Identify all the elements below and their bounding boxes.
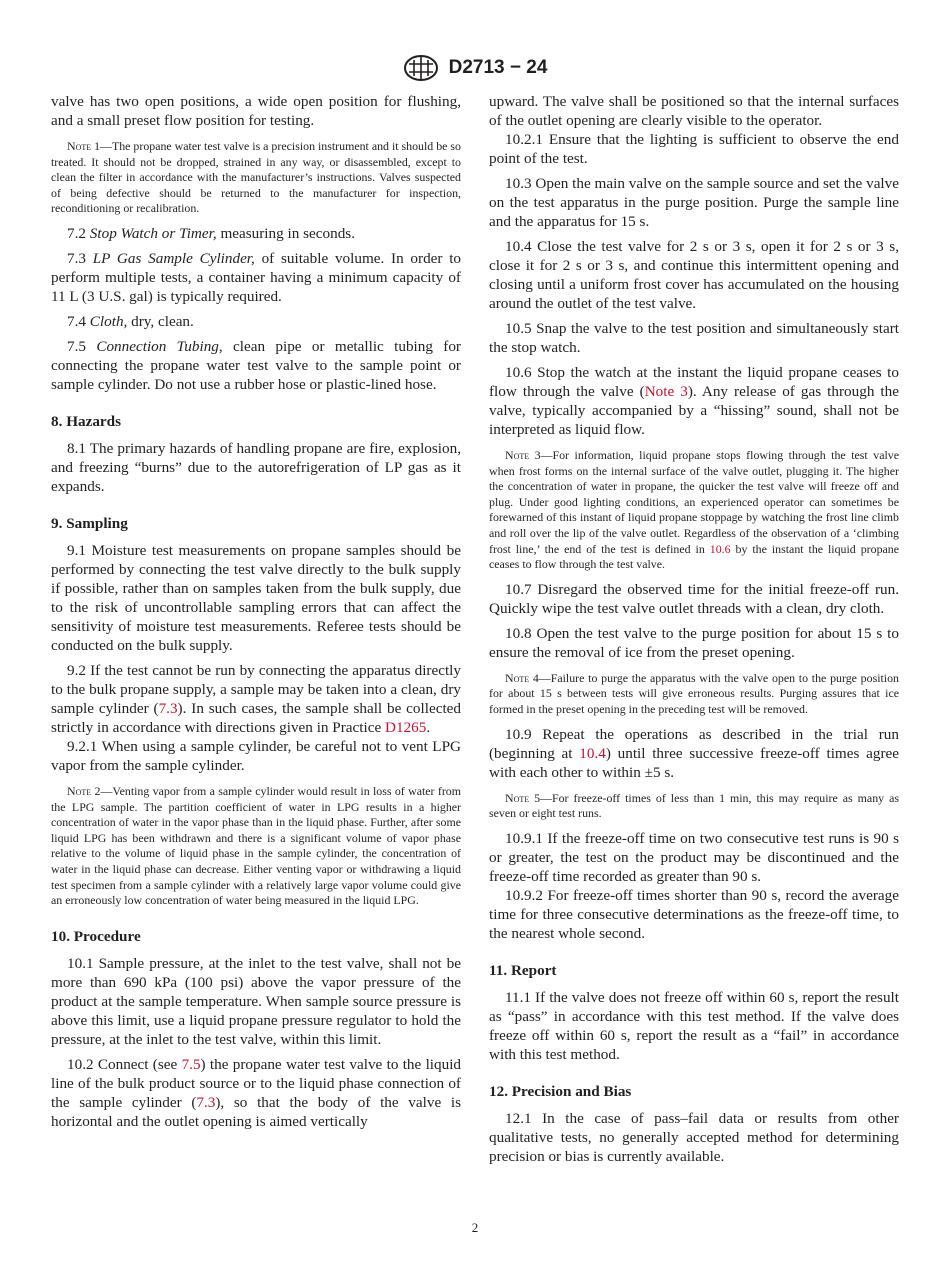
- link-7-5[interactable]: 7.5: [181, 1055, 201, 1073]
- paragraph-10-9-2: 10.9.2 For freeze-off times shorter than 90 s, record the average time for three consecutive determinations as the freeze-off time, to the nearest whole second.: [489, 886, 899, 942]
- paragraph-10-6: 10.6 Stop the watch at the instant the liquid propane ceases to flow through the valve (Note 3). Any release of gas through the valve, typically accompanied by a “hissing” sound, shall not be interpreted as liquid flow.: [489, 364, 899, 438]
- paragraph-9-2-1: 9.2.1 When using a sample cylinder, be careful not to vent LPG vapor from the sample cylinder.: [51, 737, 461, 774]
- paragraph-7-1-continued: valve has two open positions, a wide open position for flushing, and a small preset flow position for testing.: [51, 93, 461, 129]
- section-heading-hazards: 8. Hazards: [51, 412, 122, 430]
- section-heading-sampling: 9. Sampling: [51, 514, 128, 532]
- paragraph-10-7: 10.7 Disregard the observed time for the initial freeze-off run. Quickly wipe the test valve outlet threads with a clean, dry cloth.: [489, 580, 899, 617]
- paragraph-8-1: 8.1 The primary hazards of handling propane are fire, explosion, and freezing “burns” due to the autorefrigeration of LP gas as it expands.: [51, 439, 461, 495]
- paragraph-10-2-continued: upward. The valve shall be positioned so that the internal surfaces of the outlet opening are clearly visible to the operator.: [489, 93, 899, 129]
- link-7-3[interactable]: 7.3: [158, 699, 178, 717]
- document-designation: D2713 − 24: [448, 57, 548, 78]
- paragraph-12-1: 12.1 In the case of pass–fail data or results from other qualitative tests, no generally accepted method for determining precision or bias is currently available.: [489, 1109, 899, 1165]
- note-3: Note 3—For information, liquid propane stops flowing through the test valve when frost forms on the internal surface of the valve outlet, plugging it. The higher the concentration of water in propane, the quicker the test valve will freeze off and plug. Under good lighting conditions, an experienced operator can sometimes be forewarned of this instant of liquid propane stoppage by watching the frost line climb and roll over the lip of the valve outlet. Regardless of the observation of a ‘climbing frost line,’ the end of the test is defined in 10.6 by the instant the liquid propane ceases to flow through the test valve.: [489, 448, 900, 572]
- note-1: Note 1—The propane water test valve is a precision instrument and it should be so treated. It should not be dropped, strained in any way, or disassembled, except to clean the filter in accordance with the manufacturer’s instructions. Valves suspected of being defective should be returned to the manufacturer for inspection, reconditioning or recalibration.: [51, 139, 461, 216]
- paragraph-11-1: 11.1 If the valve does not freeze off within 60 s, report the result as “pass” in accordance with this test method. If the valve does freeze off within 60 s, report the result as a “fail” in accordance with this test method.: [489, 988, 899, 1063]
- paragraph-10-4: 10.4 Close the test valve for 2 s or 3 s, open it for 2 s or 3 s, close it for 2 s or 3 s, and continue this intermittent opening and closing until a uniform frost cover has accumulated on the housing around the outlet of the test valve.: [489, 238, 899, 312]
- note-4: Note 4—Failure to purge the apparatus with the valve open to the purge position for about 15 s between tests will give erroneous results. Purging assures that ice formed in the preset opening in the preceding test will be removed.: [489, 670, 899, 716]
- paragraph-9-1: 9.1 Moisture test measurements on propane samples should be performed by connecting the test valve directly to the bulk supply if possible, rather than on samples taken from the bulk supply, due to the risk of uncontrollable sampling errors that can affect the sensitivity of moisture test measurements. Referee tests should be conducted on the bulk supply.: [51, 541, 461, 654]
- right-column: [489, 92, 899, 1166]
- paragraph-7-4: 7.4 Cloth, dry, clean.: [67, 312, 194, 330]
- paragraph-7-2: 7.2 Stop Watch or Timer, measuring in seconds.: [67, 224, 355, 242]
- paragraph-10-5: 10.5 Snap the valve to the test position and simultaneously start the stop watch.: [489, 320, 899, 356]
- link-10-4[interactable]: 10.4: [579, 744, 606, 762]
- paragraph-9-2: 9.2 If the test cannot be run by connecting the apparatus directly to the bulk propane supply, a sample may be taken into a clean, dry sample cylinder (7.3). In such cases, the sample shall be collected strictly in accordance with directions given in Practice D1265.: [51, 661, 461, 736]
- astm-logo-icon: [403, 54, 439, 82]
- note-2: Note 2—Venting vapor from a sample cylinder would result in loss of water from the LPG sample. The partition coefficient of water in LPG results in a higher concentration of water in the vapor phase than in the liquid phase. Further, after some liquid LPG has been withdrawn and there is a significant volume of vapor phase relative to the volume of liquid phase in the sample cylinder, the concentration of water in the liquid phase can decrease. Either venting vapor or withdrawing a liquid test specimen from a sample cylinder with a relatively large vapor volume could give an erroneously low concentration of water being measured in the liquid LPG.: [51, 783, 461, 908]
- section-heading-report: 11. Report: [489, 961, 557, 979]
- note-5: Note 5—For freeze-off times of less than 1 min, this may require as many as seven or eight test runs.: [489, 790, 899, 821]
- page-header: [0, 54, 950, 82]
- paragraph-10-2-1: 10.2.1 Ensure that the lighting is sufficient to observe the end point of the test.: [489, 131, 899, 167]
- link-10-6[interactable]: 10.6: [709, 541, 731, 556]
- section-heading-precision-bias: 12. Precision and Bias: [489, 1082, 632, 1100]
- paragraph-7-5: 7.5 Connection Tubing, clean pipe or metallic tubing for connecting the propane water test valve to the sample point or sample cylinder. Do not use a rubber hose or plastic-lined hose.: [51, 337, 461, 393]
- paragraph-10-3: 10.3 Open the main valve on the sample source and set the valve on the test apparatus in the purge position. Purge the sample line and the apparatus for 15 s.: [489, 175, 899, 230]
- paragraph-10-9: 10.9 Repeat the operations as described in the trial run (beginning at 10.4) until three successive freeze-off times agree with each other to within ±5 s.: [489, 725, 899, 781]
- paragraph-10-2: 10.2 Connect (see 7.5) the propane water test valve to the liquid line of the bulk product source or to the liquid phase connection of the sample cylinder (7.3), so that the body of the valve is horizontal and the outlet opening is aimed vertically: [51, 1055, 462, 1130]
- link-note-3[interactable]: Note 3: [644, 383, 688, 400]
- paragraph-10-9-1: 10.9.1 If the freeze-off time on two consecutive test runs is 90 s or greater, the test on the product may be discontinued and the freeze-off time recorded as greater than 90 s.: [489, 829, 899, 885]
- paragraph-10-8: 10.8 Open the test valve to the purge position for about 15 s to ensure the removal of ice from the preset opening.: [489, 624, 899, 661]
- page-number: 2: [471, 1220, 479, 1235]
- paragraph-10-1: 10.1 Sample pressure, at the inlet to the test valve, shall not be more than 690 kPa (100 psi) above the vapor pressure of the product at the sample temperature. When sample source pressure is above this limit, use a liquid propane pressure regulator to hold the pressure, at the inlet to the test valve, within this limit.: [51, 954, 461, 1048]
- link-7-3-second[interactable]: 7.3: [196, 1093, 216, 1111]
- link-d1265[interactable]: D1265: [385, 718, 427, 736]
- section-heading-procedure: 10. Procedure: [51, 927, 141, 945]
- left-column: [51, 92, 461, 1131]
- paragraph-7-3: 7.3 LP Gas Sample Cylinder, of suitable volume. In order to perform multiple tests, a container having a minimum capacity of 11 L (3 U.S. gal) is typically required.: [51, 249, 462, 305]
